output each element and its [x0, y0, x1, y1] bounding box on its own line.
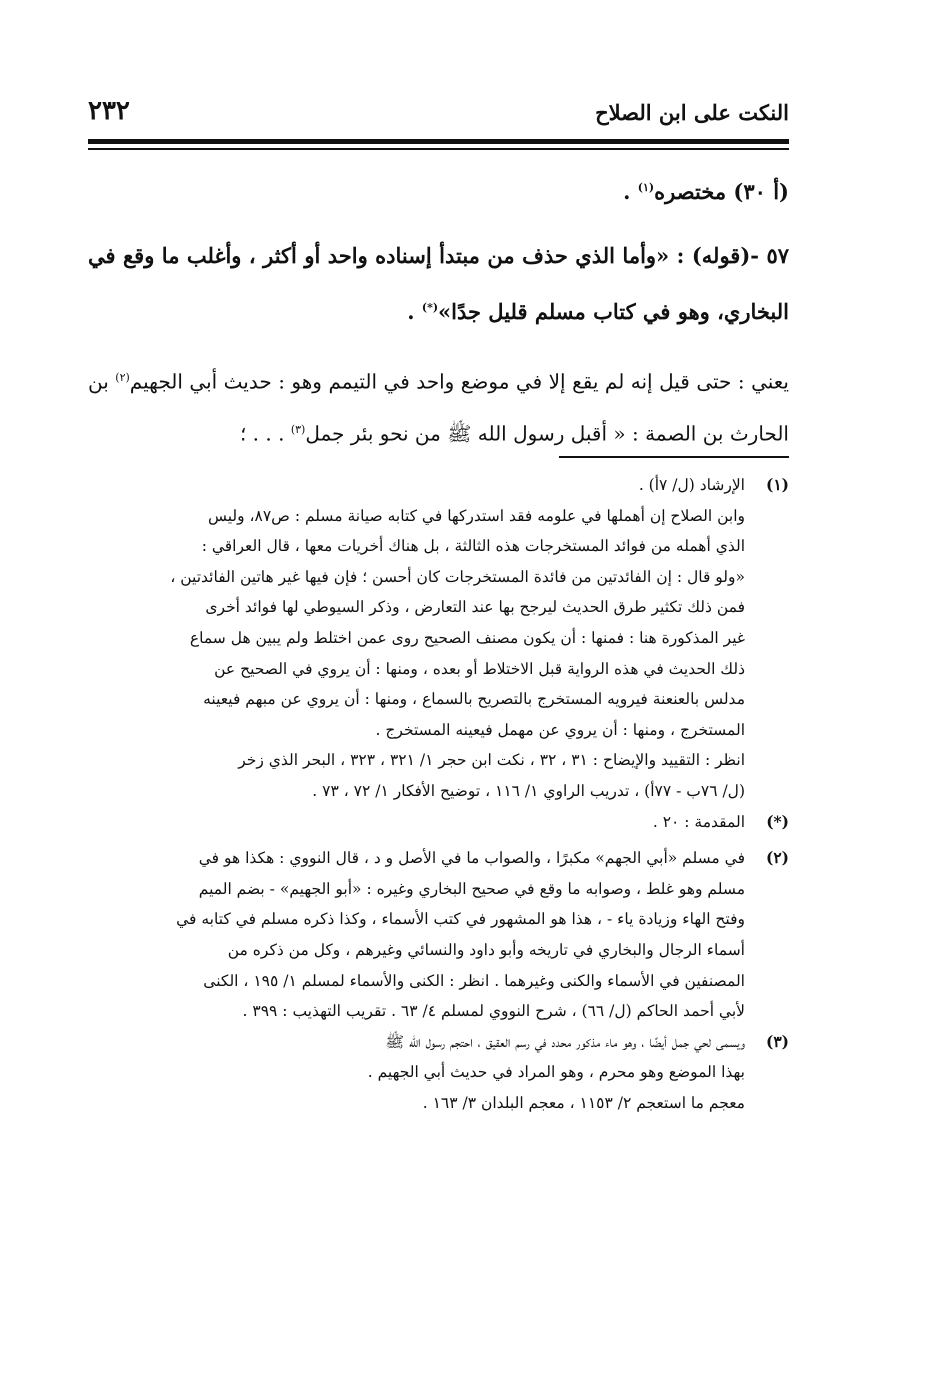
footnote-line: بهذا الموضع وهو محرم ، وهو المراد في حديث أبي الجهيم .	[367, 1063, 745, 1082]
footnote-line: الذي أهمله من فوائد المستخرجات هذه الثالثة ، بل هناك أخريات معها ، قال العراقي :	[201, 537, 745, 556]
footnote-1	[92, 470, 789, 807]
footnote-line: ذلك الحديث في هذه الرواية قبل الاختلاط أو بعده ، ومنها : أن يروي في الصحيح عن	[214, 659, 745, 678]
section-quote: «وأما الذي حذف من مبتدأ إسناده واحد أو أكثر ، وأغلب ما وقع في البخاري، وهو في كتاب مسلم قليل جدًا»	[88, 243, 789, 324]
footnote-mark: (*)	[766, 811, 789, 831]
footnote-line: مسلم وهو غلط ، وصوابه ما وقع في صحيح البخاري وغيره : «أبو الجهيم» - بضم الميم	[198, 879, 745, 898]
commentary-paragraph: يعني : حتى قيل إنه لم يقع إلا في موضع واحد في التيمم وهو : حديث أبي الجهيم$^{(٢)}$ بن الحارث بن الصمة : « أقبل رسول الله ﷺ من نحو بئر جمل$^{(٣)}$ . . . ؛	[88, 369, 789, 446]
footnote-mark: (٢)	[765, 848, 789, 868]
footnote-line: لأبي أحمد الحاكم (ل/ ٦٦) ، شرح النووي لمسلم ٤/ ٦٣ . تقريب التهذيب : ٣٩٩ .	[242, 1002, 745, 1021]
footnote-line: ويسمى لحي جمل أيضًا ، وهو ماء مذكور محدد في رسم العقيق ، احتجم رسول الله ﷺ	[385, 1032, 745, 1051]
footnote-line: انظر : التقييد والإيضاح : ٣١ ، ٣٢ ، نكت ابن حجر ١/ ٣٢١ ، ٣٢٣ ، البحر الذي زخر	[238, 751, 745, 770]
header-rule-thin	[88, 148, 789, 150]
previous-section-tail: (أ ٣٠) مختصره$^{(١)}$ .	[623, 179, 789, 204]
footnote-2	[92, 843, 789, 1027]
footnote-ref-2: (٢)	[115, 371, 130, 384]
header-rule-thick	[88, 139, 789, 144]
footnote-line: الإرشاد (ل/ ٧أ) .	[638, 476, 745, 494]
footnote-line: المستخرج ، ومنها : أن يروي عن مهمل فيعينه المستخرج .	[375, 720, 745, 739]
header-title: النكت على ابن الصلاح	[595, 100, 789, 125]
section-qawluh: (قوله) :	[676, 243, 751, 268]
footnote-line: وابن الصلاح إن أهملها في علومه فقد استدركها في كتابه صيانة مسلم : ص٨٧، وليس	[207, 506, 745, 525]
footnote-ref-3: (٣)	[290, 422, 306, 436]
footnote-separator	[559, 456, 789, 458]
footnote-line: أسماء الرجال والبخاري في تاريخه وأبو داود والنسائي وغيرهم ، وكل من ذكره من	[227, 940, 745, 959]
footnote-mark: (٣)	[765, 1031, 789, 1051]
footnote-ref-star: (*)	[421, 301, 439, 314]
footnote-line: مدلس بالعنعنة فيرويه المستخرج بالتصريح بالسماع ، ومنها : أن يروي عن مبهم فيعينه	[203, 690, 745, 709]
running-header	[88, 96, 789, 136]
footnote-line: المقدمة : ٢٠ .	[652, 812, 745, 831]
section-number: ٥٧ -	[750, 243, 789, 268]
page-number: ٢٣٢	[88, 96, 130, 126]
main-text	[88, 168, 789, 457]
footnote-3	[92, 1027, 789, 1119]
footnote-ref-1: (١)	[637, 181, 655, 194]
footnote-line: (ل/ ٧٦ب - ٧٧أ) ، تدريب الراوي ١/ ١١٦ ، توضيح الأفكار ١/ ٧٢ ، ٧٣ .	[312, 781, 745, 800]
footnote-star	[92, 807, 789, 838]
footnote-line: فمن ذلك تكثير طرق الحديث ليرجح بها عند التعارض ، وذكر السيوطي لها فوائد أخرى	[205, 598, 745, 617]
footnote-line: المصنفين في الأسماء والكنى وغيرهما . انظر : الكنى والأسماء لمسلم ١/ ١٩٥ ، الكنى	[203, 971, 745, 990]
footnote-line: «ولو قال : إن الفائدتين من فائدة المستخرجات كان أحسن ؛ فإن فيها غير هاتين الفائدتين ،	[170, 567, 745, 586]
footnotes	[92, 470, 789, 1118]
footnote-line: في مسلم «أبي الجهم» مكبرًا ، والصواب ما في الأصل و د ، قال النووي : هكذا هو في	[198, 849, 745, 868]
footnote-line: وفتح الهاء وزيادة ياء - ، هذا هو المشهور في كتب الأسماء ، وكذا ذكره مسلم في كتابه في	[176, 910, 745, 929]
section-57: ٥٧ -(قوله) : «وأما الذي حذف من مبتدأ إسناده واحد أو أكثر ، وأغلب ما وقع في البخاري، وهو في كتاب مسلم قليل جدًا»(*) .	[88, 243, 789, 324]
footnote-line: غير المذكورة هنا : فمنها : أن يكون مصنف الصحيح روى عمن اختلط ولم يبين هل سماع	[189, 628, 745, 647]
footnote-mark: (١)	[765, 475, 789, 494]
footnote-line: معجم ما استعجم ٢/ ١١٥٣ ، معجم البلدان ٣/ ١٦٣ .	[422, 1093, 745, 1112]
